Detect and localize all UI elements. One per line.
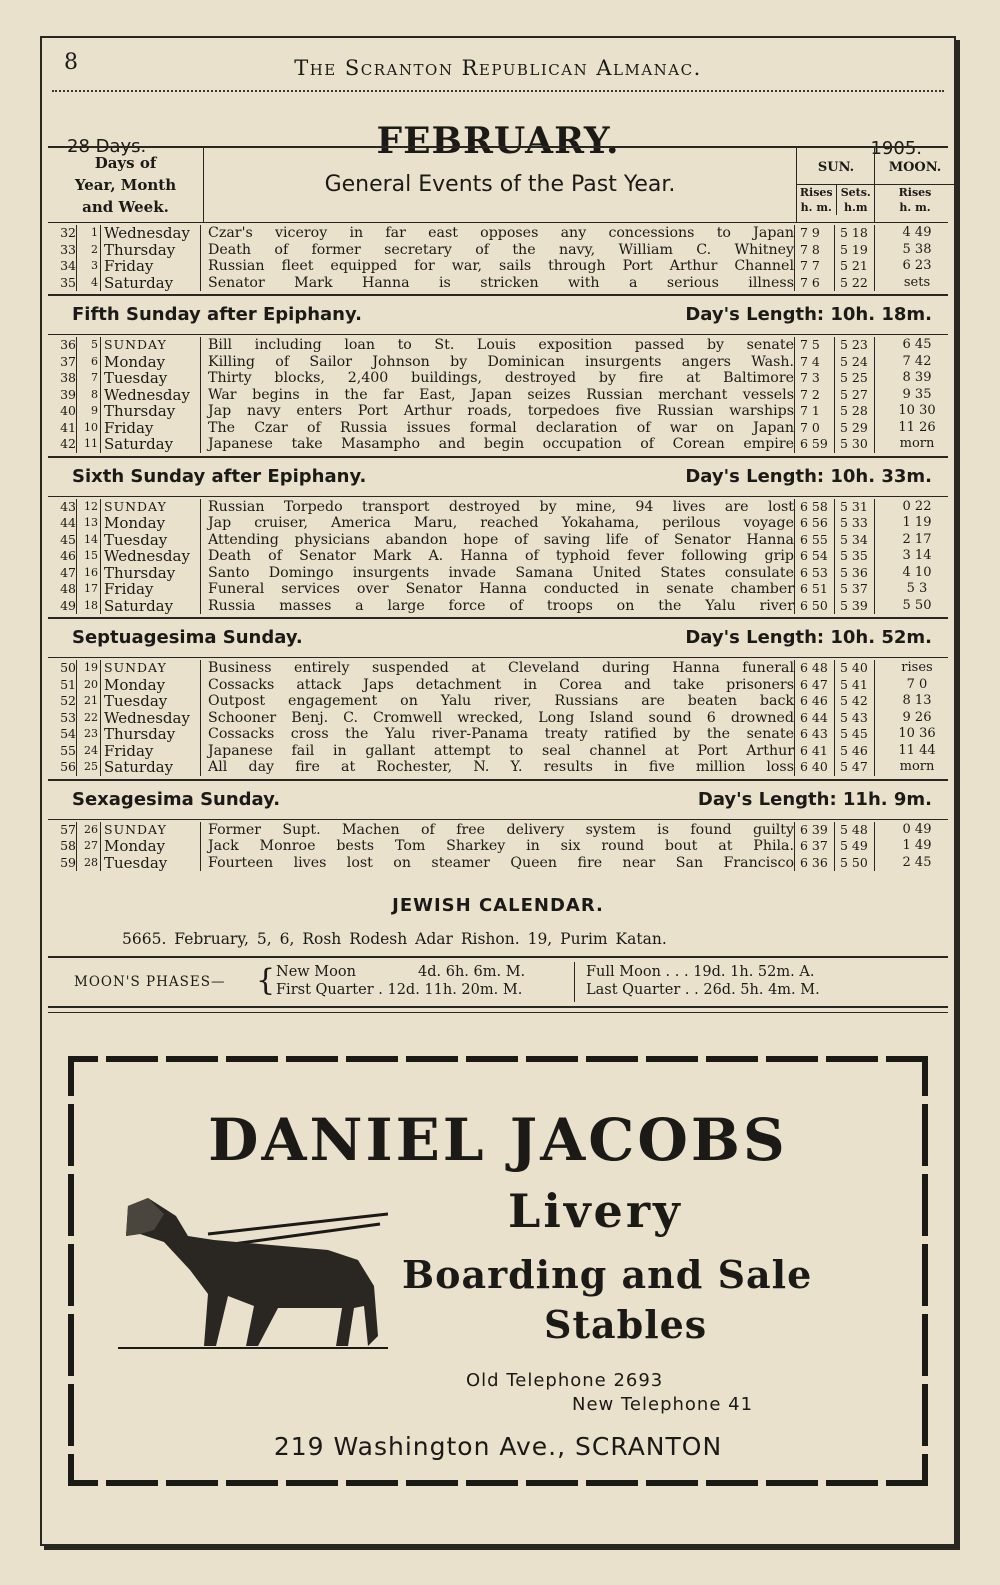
event-text: Jap navy enters Port Arthur roads, torpedoes five Russian warships — [208, 403, 794, 419]
rule — [48, 1006, 948, 1008]
moon-phases — [48, 958, 948, 1006]
event-text: Attending physicians abandon hope of saving life of Senator Hanna — [208, 531, 794, 548]
moon-rises: 9 26 — [902, 709, 932, 725]
day-row — [48, 354, 948, 371]
weekday: Thursday — [104, 402, 176, 420]
day-of-month: 10 — [84, 420, 98, 434]
event-text: Death of former secretary of the navy, William C. Whitney — [208, 241, 794, 258]
day-of-year: 51 — [60, 676, 76, 692]
sun-rises: 7 4 — [800, 353, 820, 369]
event-text: Business entirely suspended at Cleveland during Hanna funeral — [208, 660, 794, 676]
week-block — [48, 337, 948, 453]
moon-rises: morn — [899, 436, 935, 451]
day-of-year: 58 — [60, 838, 76, 853]
week-block — [48, 225, 948, 291]
phase-divider — [574, 962, 575, 1002]
day-of-year: 54 — [60, 726, 76, 741]
last-quarter: Last Quarter . . 26d. 5h. 4m. M. — [586, 982, 820, 998]
sun-rises: 6 43 — [800, 726, 828, 741]
day-of-month: 5 — [91, 338, 98, 351]
sun-sets: 5 49 — [840, 838, 868, 853]
weekday: SUNDAY — [104, 660, 167, 675]
weekday: Monday — [104, 837, 166, 855]
weekday: Tuesday — [104, 692, 168, 710]
event-text: Russian fleet equipped for war, sails through Port Arthur Channel — [208, 258, 794, 274]
sun-sets: 5 25 — [840, 370, 868, 385]
day-of-month: 6 — [91, 354, 98, 368]
day-of-year: 35 — [60, 274, 76, 290]
ad-new-telephone: New Telephone 41 — [572, 1394, 754, 1415]
page-header — [42, 38, 954, 88]
moon-rises: 8 39 — [902, 370, 932, 385]
day-of-year: 53 — [60, 709, 76, 725]
day-of-year: 47 — [60, 564, 76, 580]
event-text: Senator Mark Hanna is stricken with a serious illness — [208, 274, 794, 291]
event-text: Former Supt. Machen of free delivery system is found guilty — [208, 821, 794, 838]
day-of-year: 55 — [60, 742, 76, 758]
sun-sets: 5 41 — [840, 676, 868, 692]
weekday: Wednesday — [104, 385, 190, 404]
sun-sets: 5 35 — [840, 548, 868, 563]
sun-rises: 7 7 — [800, 258, 820, 273]
week-block — [48, 660, 948, 776]
moon-phases-label: MOON'S PHASES— — [74, 974, 226, 990]
sun-sets: 5 42 — [840, 693, 868, 708]
page-number: 8 — [64, 50, 78, 75]
sun-rises: 6 58 — [800, 498, 828, 514]
moon-label: MOON. — [875, 148, 955, 185]
moon-rises: 6 45 — [902, 337, 932, 352]
moon-rises: 10 30 — [898, 403, 936, 418]
event-text: Death of Senator Mark A. Hanna of typhoid fever following grip — [208, 548, 794, 564]
day-of-month: 4 — [91, 275, 98, 289]
almanac-page — [40, 36, 956, 1546]
weekday: Saturday — [104, 273, 174, 292]
livery-advertisement — [68, 1056, 928, 1486]
day-of-year: 49 — [60, 597, 76, 613]
sun-sets: 5 45 — [840, 726, 868, 741]
day-of-month: 9 — [91, 404, 98, 417]
ad-address: 219 Washington Ave., SCRANTON — [273, 1432, 723, 1461]
rule — [48, 222, 948, 223]
weekday: Monday — [104, 514, 166, 532]
ad-livery: Livery — [508, 1184, 683, 1238]
day-of-year: 42 — [60, 436, 76, 451]
day-row — [48, 660, 948, 677]
sun-rises: 7 6 — [800, 274, 820, 290]
sun-rises: 7 0 — [800, 419, 820, 435]
sun-column-header — [796, 148, 875, 222]
weekday: Wednesday — [104, 708, 190, 727]
moon-rises: rises — [901, 660, 933, 675]
event-text: Cossacks cross the Yalu river-Panama treaty ratified by the senate — [208, 726, 794, 742]
event-text: Jack Monroe bests Tom Sharkey in six round bout at Phila. — [208, 838, 794, 854]
sun-sets: 5 31 — [840, 498, 868, 514]
horse-illustration — [118, 1196, 388, 1356]
event-text: Japanese take Masampho and begin occupation of Corean empire — [208, 436, 794, 452]
ad-boarding-sale: Boarding and Sale — [402, 1252, 813, 1297]
month-title: FEBRUARY. — [376, 120, 620, 162]
event-text: War begins in the far East, Japan seizes Russian merchant vessels — [208, 386, 794, 403]
day-of-month: 3 — [91, 259, 98, 272]
moon-rises: 4 10 — [902, 564, 932, 580]
weekday: Saturday — [104, 758, 174, 776]
day-of-year: 41 — [60, 419, 76, 435]
day-of-year: 48 — [60, 581, 76, 596]
days-header-line: Year, Month — [74, 176, 177, 194]
moon-rises: 5 50 — [902, 597, 932, 613]
day-row — [48, 565, 948, 582]
column-headers — [48, 148, 948, 222]
day-of-month: 18 — [84, 598, 98, 612]
day-row — [48, 855, 948, 872]
week-block — [48, 822, 948, 872]
moon-rises: 8 13 — [902, 693, 932, 708]
day-of-year: 52 — [60, 693, 76, 708]
sunday-name: Fifth Sunday after Epiphany. — [72, 304, 362, 325]
day-of-year: 57 — [60, 821, 76, 837]
sunday-name: Septuagesima Sunday. — [72, 627, 303, 648]
sun-rises: 7 1 — [800, 403, 820, 418]
sun-sets: 5 18 — [840, 225, 868, 240]
day-of-month: 15 — [84, 549, 98, 562]
day-of-year: 37 — [60, 353, 76, 369]
rule — [48, 334, 948, 335]
moon-rises: 5 38 — [902, 241, 932, 257]
day-of-month: 24 — [84, 743, 98, 757]
first-quarter: First Quarter . 12d. 11h. 20m. M. — [276, 982, 523, 998]
weekday: Saturday — [104, 435, 174, 453]
day-row — [48, 275, 948, 292]
sun-sets: 5 21 — [840, 258, 868, 273]
jewish-calendar-text: 5665. February, 5, 6, Rosh Rodesh Adar Rishon. 19, Purim Katan. — [122, 930, 667, 948]
weekday: Friday — [104, 418, 154, 437]
sun-sets: 5 36 — [840, 564, 868, 580]
event-text: All day fire at Rochester, N. Y. results in five million loss — [208, 759, 794, 775]
event-text: Schooner Benj. C. Cromwell wrecked, Long Island sound 6 drowned — [208, 709, 794, 726]
event-text: Jap cruiser, America Maru, reached Yokahama, perilous voyage — [208, 515, 794, 531]
sun-sets: 5 29 — [840, 419, 868, 435]
day-of-year: 39 — [60, 386, 76, 402]
sun-rises: 6 51 — [800, 581, 828, 596]
day-of-year: 44 — [60, 515, 76, 530]
week-block — [48, 499, 948, 615]
ad-stables: Stables — [544, 1302, 708, 1347]
event-text: Russian Torpedo transport destroyed by mine, 94 lives are lost — [208, 498, 794, 515]
sun-rises: 6 40 — [800, 759, 828, 774]
events-column-header: General Events of the Past Year. — [324, 172, 676, 197]
day-row — [48, 436, 948, 453]
sun-sets: 5 50 — [840, 854, 868, 870]
sun-rises: 6 44 — [800, 709, 828, 725]
day-of-month: 12 — [84, 499, 98, 513]
month-header — [42, 98, 954, 162]
day-of-month: 21 — [84, 694, 98, 707]
day-of-year: 32 — [60, 225, 76, 240]
day-row — [48, 677, 948, 694]
day-of-month: 28 — [84, 855, 98, 869]
day-of-month: 20 — [84, 677, 98, 691]
new-moon-label: New Moon — [276, 964, 356, 980]
moon-rises: 7 0 — [906, 676, 928, 692]
day-length: Day's Length: 10h. 52m. — [685, 627, 932, 648]
sun-rises-header: Rises h. m. — [797, 185, 837, 215]
days-column-header — [48, 148, 204, 222]
day-of-month: 16 — [84, 565, 98, 579]
day-row — [48, 387, 948, 404]
sun-sets: 5 39 — [840, 597, 868, 613]
sun-sets: 5 27 — [840, 386, 868, 402]
sunday-name: Sixth Sunday after Epiphany. — [72, 465, 367, 487]
sun-sets: 5 46 — [840, 742, 868, 758]
day-of-month: 17 — [84, 582, 98, 595]
rule — [48, 1012, 948, 1013]
moon-rises: 5 3 — [906, 581, 928, 596]
weekday: Saturday — [104, 596, 174, 615]
day-of-year: 59 — [60, 854, 76, 870]
weekday: Tuesday — [104, 369, 168, 387]
moon-rises: 0 22 — [902, 498, 932, 514]
sun-rises: 7 5 — [800, 337, 820, 352]
moon-rises: 7 42 — [902, 353, 932, 369]
weekday: Thursday — [104, 563, 176, 582]
sun-sets-header: Sets. h.m — [840, 186, 871, 214]
moon-column-header — [874, 148, 955, 222]
day-row — [48, 242, 948, 259]
day-row — [48, 225, 948, 242]
day-of-month: 2 — [91, 242, 98, 256]
day-of-year: 45 — [60, 531, 76, 547]
sun-sets: 5 48 — [840, 821, 868, 837]
day-of-year: 33 — [60, 241, 76, 257]
sun-sets: 5 33 — [840, 515, 868, 530]
sun-sets: 5 23 — [840, 337, 868, 352]
event-text: Cossacks attack Japs detachment in Corea and take prisoners — [208, 676, 794, 693]
day-row — [48, 370, 948, 387]
day-of-month: 27 — [84, 839, 98, 852]
moon-rises: 3 14 — [902, 548, 932, 563]
sun-rises: 7 8 — [800, 241, 820, 257]
sun-subheaders — [797, 185, 875, 215]
event-text: Bill including loan to St. Louis exposition passed by senate — [208, 337, 794, 353]
day-of-month: 14 — [84, 532, 98, 546]
weekday: Wednesday — [104, 224, 190, 242]
brace: { — [256, 963, 276, 998]
sun-rises: 6 54 — [800, 548, 828, 563]
jewish-calendar-title: JEWISH CALENDAR. — [392, 895, 604, 916]
sun-rises: 6 56 — [800, 515, 828, 530]
day-of-month: 11 — [84, 437, 98, 450]
event-text: Outpost engagement on Yalu river, Russians are beaten back — [208, 693, 794, 709]
sun-sets: 5 22 — [840, 274, 868, 290]
moon-rises: 10 36 — [898, 726, 936, 741]
day-row — [48, 337, 948, 354]
day-row — [48, 403, 948, 420]
day-row — [48, 693, 948, 710]
event-text: Fourteen lives lost on steamer Queen fire near San Francisco — [208, 854, 794, 871]
sun-rises: 7 3 — [800, 370, 820, 385]
ad-old-telephone: Old Telephone 2693 — [466, 1370, 664, 1391]
day-of-year: 43 — [60, 498, 76, 514]
day-row — [48, 759, 948, 776]
day-of-month: 22 — [84, 710, 98, 724]
weekday: Monday — [104, 675, 166, 694]
day-row — [48, 726, 948, 743]
header-divider — [52, 90, 944, 92]
event-text: Russia masses a large force of troops on the Yalu river — [208, 597, 794, 614]
sun-rises: 7 2 — [800, 386, 820, 402]
day-of-month: 7 — [91, 371, 98, 384]
rule — [48, 657, 948, 658]
event-text: The Czar of Russia issues formal declaration of war on Japan — [208, 419, 794, 436]
sun-sets: 5 37 — [840, 581, 868, 596]
sun-sets: 5 47 — [840, 759, 868, 774]
weekday: Tuesday — [104, 853, 168, 872]
weekday: Thursday — [104, 240, 176, 259]
sun-sets: 5 24 — [840, 353, 868, 369]
moon-rises: 2 17 — [902, 531, 932, 547]
sun-sets: 5 28 — [840, 403, 868, 418]
day-row — [48, 581, 948, 598]
moon-rises: 6 23 — [902, 258, 932, 273]
moon-rises: 11 26 — [898, 419, 936, 435]
day-of-month: 23 — [84, 727, 98, 740]
sun-rises: 6 53 — [800, 564, 828, 580]
days-header-line: Days of — [94, 154, 157, 172]
day-row — [48, 532, 948, 549]
moon-rises: 2 45 — [902, 854, 932, 870]
sun-sets: 5 19 — [840, 241, 868, 257]
almanac-title: The Scranton Republican Almanac. — [294, 56, 702, 80]
day-of-year: 34 — [60, 258, 76, 273]
sun-rises: 6 39 — [800, 821, 828, 837]
event-text: Santo Domingo insurgents invade Samana United States consulate — [208, 564, 794, 581]
event-text: Funeral services over Senator Hanna conducted in senate chamber — [208, 581, 794, 597]
sunday-heading — [42, 619, 954, 655]
sunday-name: Sexagesima Sunday. — [72, 788, 281, 810]
day-of-month: 8 — [91, 387, 98, 401]
sun-rises: 6 55 — [800, 531, 828, 547]
event-text: Japanese fail in gallant attempt to seal channel at Port Arthur — [208, 742, 794, 759]
weekday: SUNDAY — [104, 337, 167, 352]
day-row — [48, 838, 948, 855]
sun-rises: 6 36 — [800, 854, 828, 870]
day-row — [48, 258, 948, 275]
weekday: Tuesday — [104, 530, 168, 549]
day-row — [48, 499, 948, 516]
sun-rises: 6 41 — [800, 742, 828, 758]
moon-rises-header: Rises h. m. — [898, 186, 932, 214]
day-length: Day's Length: 10h. 18m. — [685, 304, 932, 325]
sun-rises: 6 59 — [800, 436, 828, 451]
day-of-year: 36 — [60, 337, 76, 352]
moon-rises: 1 19 — [902, 515, 932, 530]
weekday: SUNDAY — [104, 821, 167, 837]
rule — [48, 496, 948, 497]
day-of-year: 46 — [60, 548, 76, 563]
moon-rises: 1 49 — [902, 838, 932, 853]
year: 1905. — [870, 138, 922, 159]
sun-sets: 5 40 — [840, 660, 868, 675]
weekday: Friday — [104, 741, 154, 760]
sun-sets: 5 30 — [840, 436, 868, 451]
sunday-heading — [42, 781, 954, 817]
day-of-month: 1 — [91, 226, 98, 239]
day-of-month: 26 — [84, 822, 98, 836]
sunday-heading — [42, 296, 954, 332]
event-text: Killing of Sailor Johnson by Dominican insurgents angers Wash. — [208, 353, 794, 370]
day-of-month: 25 — [84, 760, 98, 773]
sun-rises: 6 46 — [800, 693, 828, 708]
day-of-year: 38 — [60, 370, 76, 385]
weekday: Friday — [104, 580, 154, 598]
day-length: Day's Length: 10h. 33m. — [685, 465, 932, 487]
sunday-heading — [42, 458, 954, 494]
day-of-year: 50 — [60, 660, 76, 675]
day-row — [48, 548, 948, 565]
day-of-month: 13 — [84, 516, 98, 529]
day-row — [48, 822, 948, 839]
day-row — [48, 598, 948, 615]
day-row — [48, 420, 948, 437]
moon-rises: 11 44 — [898, 742, 936, 758]
moon-rises: sets — [903, 274, 931, 290]
weekday: Thursday — [104, 725, 176, 743]
day-row — [48, 743, 948, 760]
day-row — [48, 515, 948, 532]
day-row — [48, 710, 948, 727]
sun-rises: 7 9 — [800, 225, 820, 240]
sun-sets: 5 43 — [840, 709, 868, 725]
full-moon: Full Moon . . . 19d. 1h. 52m. A. — [586, 964, 815, 980]
moon-rises: 0 49 — [902, 821, 932, 837]
event-text: Thirty blocks, 2,400 buildings, destroyed by fire at Baltimore — [208, 370, 794, 386]
moon-rises: 4 49 — [902, 225, 932, 240]
sun-rises: 6 37 — [800, 838, 828, 853]
day-of-year: 40 — [60, 403, 76, 418]
sun-sets: 5 34 — [840, 531, 868, 547]
day-of-year: 56 — [60, 759, 76, 774]
weekday: Wednesday — [104, 547, 190, 565]
moon-rises: morn — [899, 759, 935, 774]
sun-rises: 6 48 — [800, 660, 828, 675]
rule — [48, 819, 948, 820]
weekday: SUNDAY — [104, 498, 167, 514]
event-text: Czar's viceroy in far east opposes any concessions to Japan — [208, 225, 794, 241]
sun-label: SUN. — [797, 148, 875, 185]
new-moon-time: 4d. 6h. 6m. M. — [418, 964, 526, 980]
weekday: Monday — [104, 352, 166, 371]
sun-rises: 6 50 — [800, 597, 828, 613]
ad-business-name: DANIEL JACOBS — [208, 1106, 788, 1174]
weekday: Friday — [104, 257, 154, 275]
days-count: 28 Days. — [67, 136, 147, 157]
day-length: Day's Length: 11h. 9m. — [697, 788, 932, 810]
sun-rises: 6 47 — [800, 676, 828, 692]
days-header-line: and Week. — [82, 198, 169, 216]
day-of-month: 19 — [84, 661, 98, 674]
moon-rises: 9 35 — [902, 386, 932, 402]
